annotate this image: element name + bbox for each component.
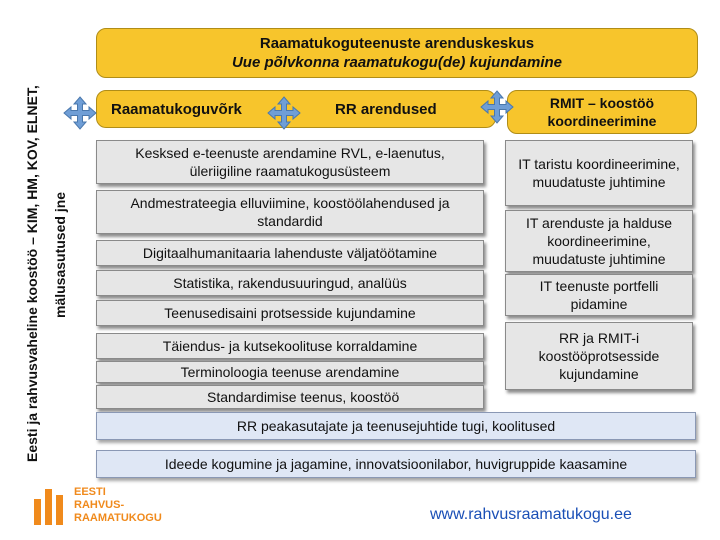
four-way-arrow-icon [267, 96, 301, 130]
footer-url[interactable]: www.rahvusraamatukogu.ee [430, 506, 632, 523]
logo [32, 485, 192, 529]
left-item-4: Statistika, rakendusuuringud, analüüs [96, 270, 484, 296]
network-label: Raamatukoguvõrk [111, 100, 242, 118]
four-way-arrow-icon [480, 90, 514, 124]
right-item-3: IT teenuste portfelli pidamine [505, 274, 693, 316]
side-label-line2: mälusasutused jne [52, 191, 68, 318]
bottom-bar-1: RR peakasutajate ja teenusejuhtide tugi, koolitused [96, 412, 696, 440]
right-item-2: IT arenduste ja halduse koordineerimine, muudatuste juhtimine [505, 210, 693, 272]
logo-mark-icon [32, 485, 66, 525]
logo-line1: EESTI [74, 486, 106, 498]
right-item-4: RR ja RMIT-i koostööprotsesside kujundamine [505, 322, 693, 390]
left-item-6: Täiendus- ja kutsekoolituse korraldamine [96, 333, 484, 359]
rmit-header-box [507, 90, 697, 134]
left-item-7: Terminoloogia teenuse arendamine [96, 361, 484, 383]
left-item-2: Andmestrateegia elluviimine, koostöölahendused ja standardid [96, 190, 484, 234]
logo-line2: RAHVUS- [74, 499, 125, 511]
header-title: Raamatukoguteenuste arenduskeskus [259, 35, 535, 52]
right-item-1: IT taristu koordineerimine, muudatuste juhtimine [505, 140, 693, 206]
rr-label: RR arendused [335, 100, 437, 118]
left-item-8: Standardimise teenus, koostöö [96, 385, 484, 409]
four-way-arrow-icon [63, 96, 97, 130]
side-label [0, 0, 100, 462]
rmit-header-label: RMIT – koostöö koordineerimine [547, 95, 657, 129]
bottom-bar-2: Ideede kogumine ja jagamine, innovatsioonilabor, huvigruppide kaasamine [96, 450, 696, 478]
header-box [96, 28, 698, 78]
side-label-line1: Eesti ja rahvusvaheline koostöö – KIM, HM, KOV, ELNET, [24, 85, 40, 462]
header-subtitle: Uue põlvkonna raamatukogu(de) kujundamine [231, 54, 563, 71]
logo-line3: RAAMATUKOGU [74, 512, 162, 524]
left-item-1: Kesksed e-teenuste arendamine RVL, e-laenutus, üleriigiline raamatukogusüsteem [96, 140, 484, 184]
left-item-5: Teenusedisaini protsesside kujundamine [96, 300, 484, 326]
left-item-3: Digitaalhumanitaaria lahenduste väljatöötamine [96, 240, 484, 266]
